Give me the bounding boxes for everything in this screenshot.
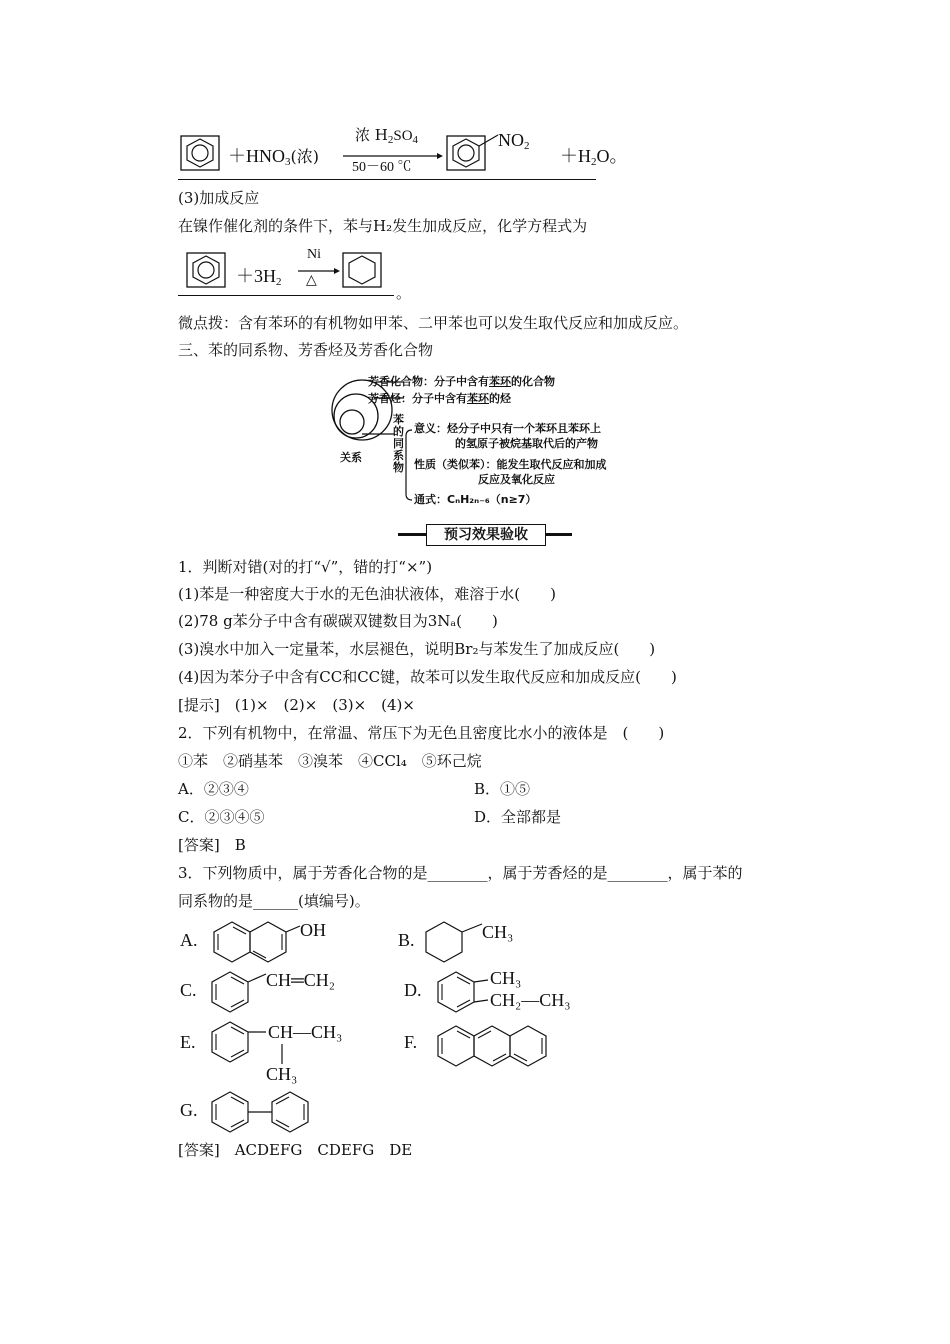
cond-top: 浓 H — [355, 126, 388, 144]
h2o-text: ＋H — [560, 146, 591, 166]
naphthalene-structure-icon — [212, 920, 302, 964]
q1-item-1: (1)苯是一种密度大于水的无色油状液体，难溶于水( ) — [178, 585, 556, 603]
section3-title: (3)加成反应 — [178, 189, 260, 207]
q3-b-group: CH₃ — [482, 922, 514, 942]
q3-a-group: OH — [300, 920, 326, 940]
q2-answer: [答案] B — [178, 836, 246, 854]
banner-title: 预习效果验收 — [426, 524, 546, 546]
diagram-line2-u: 苯环 — [467, 392, 489, 405]
q3-label-f: F. — [404, 1032, 418, 1052]
q2-option-b: B．①⑤ — [474, 780, 531, 798]
benzene-ring-icon — [186, 252, 226, 288]
q1-item-3: (3)溴水中加入一定量苯，水层褪色，说明Br₂与苯发生了加成反应( ) — [178, 640, 656, 658]
q3-label-b: B. — [398, 930, 415, 950]
tip-text: 微点拨：含有苯环的有机物如甲苯、二甲苯也可以发生取代反应和加成反应。 — [178, 314, 689, 332]
hno3-text: ＋HNO — [228, 146, 285, 166]
hno3-cond: (浓) — [290, 147, 319, 166]
cond-sub4: 4 — [412, 134, 419, 146]
q3-answer: [答案] ACDEFG CDEFG DE — [178, 1141, 413, 1159]
q1-hint: [提示] (1)× (2)× (3)× (4)× — [178, 696, 415, 714]
q2-option-a: A．②③④ — [178, 780, 249, 798]
q3-stem-1: 3．下列物质中，属于芳香化合物的是________，属于芳香烃的是________，属于苯的 — [178, 864, 743, 882]
q3-label-g: G. — [180, 1100, 198, 1120]
no2-sub: 2 — [524, 140, 530, 152]
diagram-prop1: 性质（类似苯）：能发生取代反应和加成 — [414, 458, 607, 471]
reaction-arrow-icon — [298, 267, 340, 275]
benzene-structure-icon — [436, 970, 498, 1014]
ni-catalyst: Ni — [307, 247, 321, 262]
biphenyl-structure-icon — [210, 1090, 314, 1134]
h2o-sub: 2 — [591, 156, 597, 168]
q1-stem: 1．判断对错(对的打“√”，错的打“×”) — [178, 558, 433, 576]
h2-text: ＋3H — [236, 266, 276, 286]
diagram-meaning2: 的氢原子被烷基取代后的产物 — [455, 437, 598, 450]
cyclohexane-structure-icon — [424, 920, 486, 964]
answer-underline — [178, 295, 394, 296]
benzene-ring-icon — [180, 135, 220, 171]
h2o-end: O。 — [596, 146, 628, 166]
diagram-relation: 关系 — [340, 451, 362, 464]
diagram-line1-end: 的化合物 — [511, 375, 555, 388]
diagram-line2-end: 的烃 — [489, 392, 511, 405]
anthracene-structure-icon — [436, 1024, 548, 1068]
heat-symbol: △ — [306, 273, 317, 288]
diagram-line1: 芳香化合物：分子中含有 — [368, 375, 489, 388]
q1-item-4: (4)因为苯分子中含有CC和CC键，故苯可以发生取代反应和加成反应( ) — [178, 668, 677, 686]
q2-items: ①苯 ②硝基苯 ③溴苯 ④CCl₄ ⑤环己烷 — [178, 752, 482, 770]
q3-c-group: CH═CH₂ — [266, 970, 336, 990]
q2-option-c: C．②③④⑤ — [178, 808, 265, 826]
cond-sub2: 2 — [387, 134, 394, 146]
diagram-line1-u: 苯环 — [489, 375, 511, 388]
q3-d-group2: CH₂—CH₃ — [490, 990, 571, 1010]
q3-label-a: A. — [180, 930, 198, 950]
q3-e-group1: CH—CH₃ — [268, 1022, 343, 1042]
nitrobenzene-ring-icon — [446, 135, 502, 171]
q3-label-e: E. — [180, 1032, 196, 1052]
diagram-line2: 芳香烃：分子中含有 — [368, 392, 467, 405]
no2-text: NO — [498, 130, 524, 150]
section3-text: 在镍作催化剂的条件下，苯与H₂发生加成反应，化学方程式为 — [178, 217, 588, 235]
q3-label-c: C. — [180, 980, 197, 1000]
h2-sub: 2 — [276, 276, 282, 288]
diagram-prop2: 反应及氧化反应 — [478, 473, 555, 486]
section-heading: 三、苯的同系物、芳香烃及芳香化合物 — [178, 341, 434, 359]
bond-line-icon — [280, 1044, 284, 1064]
q3-stem-2: 同系物的是______(填编号)。 — [178, 892, 370, 910]
answer-underline — [178, 179, 596, 180]
reaction2-end: 。 — [396, 284, 412, 302]
cond-bottom: 50－60 ℃ — [352, 160, 412, 175]
q3-d-group1: CH₃ — [490, 968, 522, 988]
q3-e-group2: CH₃ — [266, 1064, 298, 1084]
q3-label-d: D. — [404, 980, 422, 1000]
q1-item-2: (2)78 g苯分子中含有碳碳双键数目为3Nₐ( ) — [178, 612, 498, 630]
diagram-vertical: 苯的同系物 — [393, 413, 404, 474]
diagram-formula: 通式：CₙH₂ₙ₋₆（n≥7） — [414, 493, 537, 506]
benzene-structure-icon — [210, 970, 272, 1014]
section-banner — [398, 524, 572, 544]
cond-so: SO — [393, 128, 413, 144]
q2-stem: 2．下列有机物中，在常温、常压下为无色且密度比水小的液体是 ( ) — [178, 724, 665, 742]
diagram-meaning1: 意义：烃分子中只有一个苯环且苯环上 — [414, 422, 601, 435]
q2-option-d: D．全部都是 — [474, 808, 562, 826]
cyclohexane-ring-icon — [342, 252, 382, 288]
hno3-sub: 3 — [285, 156, 291, 168]
benzene-structure-icon — [210, 1020, 272, 1064]
